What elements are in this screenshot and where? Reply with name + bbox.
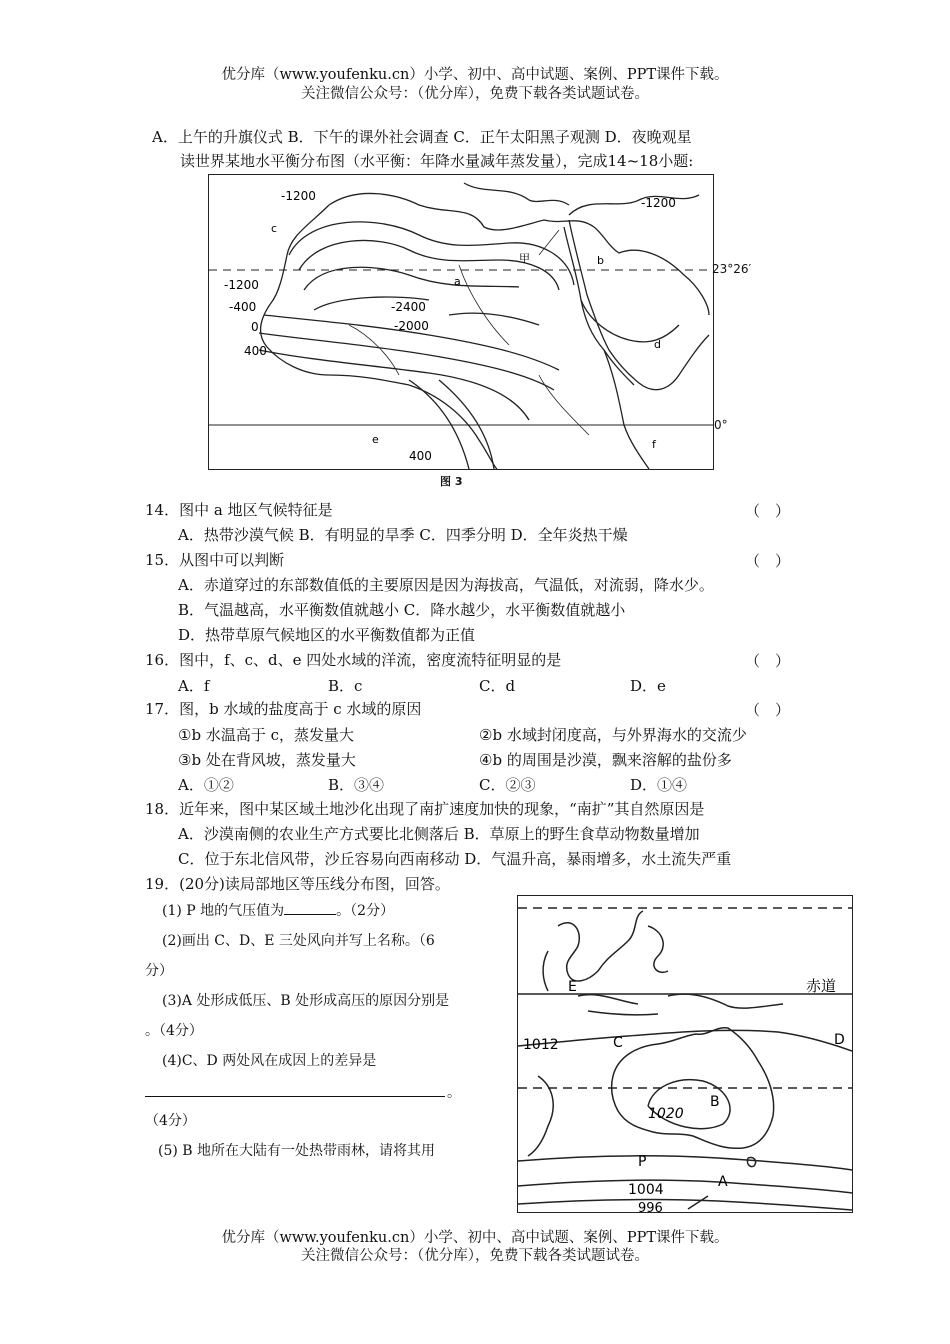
label-neg400: -400 (229, 300, 257, 314)
q17-option-a: A．①② (178, 776, 234, 794)
isobar-map-drawing (518, 896, 852, 1212)
label-f: f (652, 438, 656, 451)
label-C: C (613, 1035, 623, 1051)
isobar-map (517, 895, 853, 1213)
label-400-bottom: 400 (409, 449, 432, 463)
isoline-mid (304, 267, 519, 290)
pointer-a (688, 1196, 708, 1209)
islands-indonesia (578, 994, 783, 1015)
label-neg2400: -2400 (391, 300, 426, 314)
q19-part-1-text: (1) P 地的气压值为 (162, 903, 285, 919)
q19-part-1 (162, 900, 394, 920)
label-E: E (568, 979, 577, 995)
q15-stem: 15．从图中可以判断 (145, 551, 285, 569)
label-neg1200-right: -1200 (641, 196, 676, 210)
q19-part-4-blank[interactable] (145, 1096, 445, 1097)
borders (349, 265, 589, 435)
footer-line-2: 关注微信公众号：（优分库），免费下载各类试题试卷。 (301, 1248, 649, 1264)
q19-part-4-score: （4分） (145, 1113, 196, 1129)
q14-options: A．热带沙漠气候 B．有明显的旱季 C．四季分明 D．全年炎热干燥 (178, 526, 628, 544)
label-c: c (271, 222, 278, 235)
previous-question-options: A．上午的升旗仪式 B．下午的课外社会调查 C．正午太阳黑子观测 D．夜晚观星 (152, 128, 692, 146)
q19-part-4-end: 。 (447, 1085, 461, 1101)
coastline-red-sea-east (569, 220, 709, 390)
q17-item-3: ③b 处在背风坡，蒸发量大 (178, 751, 356, 769)
header-line-1: 优分库（www.youfenku.cn）小学、初中、高中试题、案例、PPT课件下载。 (221, 67, 729, 83)
q14-answer-paren[interactable]: （ ） (745, 502, 791, 520)
q19-part-3-line-2: 。（4分） (145, 1023, 203, 1039)
label-jia: 甲 (519, 252, 530, 265)
isobar-1004 (518, 1180, 852, 1193)
isoline-2000 (449, 313, 539, 325)
q17-item-2: ②b 水域封闭度高，与外界海水的交流少 (479, 726, 747, 744)
q17-stem: 17．图，b 水域的盐度高于 c 水域的原因 (145, 700, 422, 718)
q16-answer-paren[interactable]: （ ） (745, 652, 791, 670)
coast-indochina (543, 951, 548, 991)
q16-option-a: A．f (178, 677, 210, 695)
isoline-1200-inner (299, 240, 559, 290)
coastline-europe-east (569, 195, 699, 215)
q18-options-cd: C．位于东北信风带，沙丘容易向西南移动 D．气温升高，暴雨增多，水土流失严重 (178, 850, 732, 868)
label-996: 996 (638, 1201, 663, 1212)
label-P: P (638, 1154, 647, 1170)
label-neg1200-top: -1200 (281, 189, 316, 203)
label-d: d (654, 338, 661, 351)
label-400: 400 (244, 344, 267, 358)
coast-asia (558, 911, 643, 981)
coastline-europe (464, 183, 569, 205)
label-1020: 1020 (648, 1106, 684, 1122)
figure-caption: 图 3 (440, 475, 463, 488)
label-equator-latitude: 0° (714, 418, 728, 432)
isobar-996 (518, 1200, 852, 1210)
arabia-south (581, 300, 679, 342)
q19-stem: 19．(20分)读局部地区等压线分布图，回答。 (145, 875, 450, 893)
label-a: a (454, 275, 461, 288)
coast-china (648, 926, 668, 972)
label-neg2000: -2000 (394, 319, 429, 333)
q19-part-5: (5) B 地所在大陆有一处热带雨林，请将其用 (158, 1143, 436, 1159)
q15-option-a: A．赤道穿过的东部数值低的主要原因是因为海拔高，气温低，对流弱，降水少。 (178, 576, 714, 594)
isobar-p (518, 1156, 852, 1170)
label-e: e (372, 433, 379, 446)
label-tropic-latitude: 23°26′ (712, 262, 752, 276)
coastline-east-africa (604, 350, 649, 469)
q17-answer-paren[interactable]: （ ） (745, 701, 791, 719)
q16-option-c: C．d (479, 677, 516, 695)
water-balance-map-drawing (209, 175, 713, 469)
q19-part-2-line-2: 分） (145, 963, 173, 979)
label-neg1200-left: -1200 (224, 278, 259, 292)
q19-part-4: (4)C、D 两处风在成因上的差异是 (162, 1053, 377, 1069)
water-balance-map (208, 174, 714, 470)
q18-options-ab: A．沙漠南侧的农业生产方式要比北侧落后 B．草原上的野生食草动物数量增加 (178, 825, 700, 843)
isoline-0 (259, 333, 554, 390)
label-1012: 1012 (523, 1037, 559, 1053)
question-intro: 读世界某地水平衡分布图（水平衡：年降水量减年蒸发量），完成14~18小题: (180, 152, 694, 170)
isoline-1200-outer (289, 222, 574, 285)
q16-option-b: B．c (328, 677, 363, 695)
q16-stem: 16．图中，f、c、d、e 四处水域的洋流，密度流特征明显的是 (145, 651, 562, 669)
q17-option-d: D．①④ (630, 776, 688, 794)
label-1004: 1004 (628, 1182, 664, 1198)
isobar-1012 (518, 1030, 852, 1051)
label-b: b (597, 254, 604, 267)
tasmania (747, 1158, 755, 1167)
q17-option-c: C．②③ (479, 776, 536, 794)
q15-option-d: D．热带草原气候地区的水平衡数值都为正值 (178, 626, 476, 644)
q15-option-bc: B．气温越高，水平衡数值就越小 C．降水越少，水平衡数值就越小 (178, 601, 626, 619)
q18-stem: 18．近年来，图中某区域土地沙化出现了南扩速度加快的现象，“南扩”其自然原因是 (145, 800, 705, 818)
label-A: A (718, 1174, 728, 1190)
footer-line-1: 优分库（www.youfenku.cn）小学、初中、高中试题、案例、PPT课件下载。 (221, 1230, 729, 1246)
q17-option-b: B．③④ (328, 776, 385, 794)
q14-stem: 14．图中 a 地区气候特征是 (145, 501, 333, 519)
label-B: B (710, 1094, 720, 1110)
q17-item-1: ①b 水温高于 c，蒸发量大 (178, 726, 354, 744)
label-D: D (834, 1032, 845, 1048)
coastline-red-sea-west (564, 227, 634, 385)
isoline-400 (259, 350, 529, 420)
header-line-2: 关注微信公众号：（优分库），免费下载各类试题试卷。 (301, 86, 649, 102)
q19-part-2-line-1: (2)画出 C、D、E 三处风向并写上名称。（6 (162, 933, 435, 949)
q16-option-d: D．e (630, 677, 666, 695)
q15-answer-paren[interactable]: （ ） (745, 552, 791, 570)
q19-part-3-line-1: (3)A 处形成低压、B 处形成高压的原因分别是 (162, 993, 450, 1009)
label-0: 0 (251, 320, 259, 334)
q17-item-4: ④b 的周围是沙漠，飘来溶解的盐份多 (479, 751, 732, 769)
label-equator-cn: 赤道 (806, 977, 837, 995)
q19-part-1-score: 。（2分） (336, 903, 395, 919)
q19-part-1-blank[interactable] (284, 900, 336, 915)
